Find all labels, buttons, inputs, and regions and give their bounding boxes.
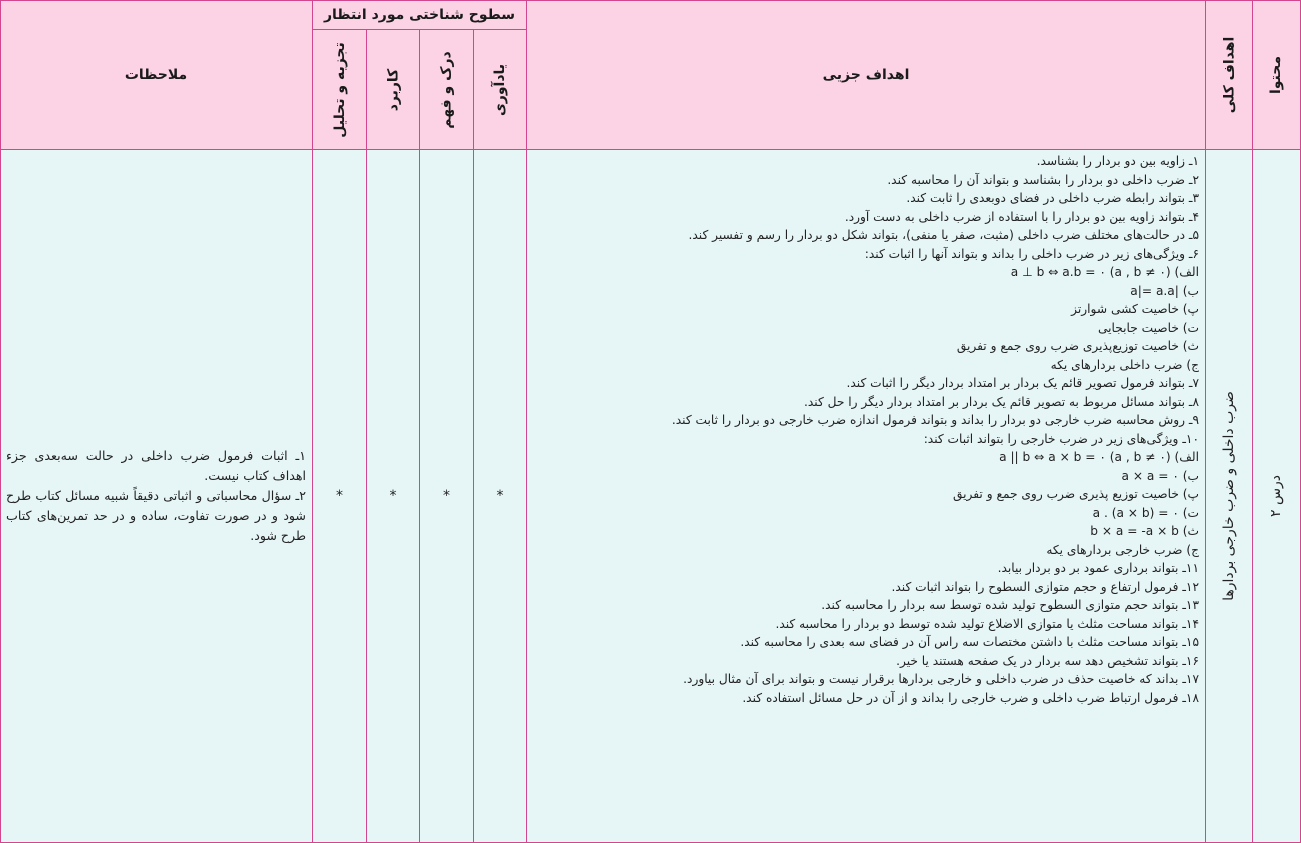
objective-item: ۱۰ـ ویژگی‌های زیر در ضرب خارجی را بتواند اثبات کند: bbox=[923, 431, 1199, 446]
objective-item: ج) ضرب داخلی بردارهای یکه bbox=[1050, 357, 1199, 372]
objective-item: ۲ـ ضرب داخلی دو بردار را بشناسد و بتواند آن را محاسبه کند. bbox=[887, 172, 1199, 187]
row-content-label: درس ۲ bbox=[1268, 474, 1285, 518]
header-level-analysis bbox=[313, 30, 367, 150]
mark-analysis: * bbox=[336, 488, 343, 504]
objective-item: ۷ـ بتواند فرمول تصویر قائم یک بردار بر امتداد بردار دیگر را اثبات کند. bbox=[846, 376, 1199, 390]
objective-item: الف) (a , b ≠ ۰) a ⊥ b ⇔ a.b = ۰ bbox=[1010, 265, 1199, 279]
objective-item: ۳ـ بتواند رابطه ضرب داخلی در فضای دوبعدی را ثابت کند. bbox=[906, 191, 1199, 205]
header-level-understanding-label: درک و فهم bbox=[438, 50, 455, 129]
header-notes-label: ملاحظات bbox=[124, 66, 188, 83]
objective-item: پ) خاصیت کشی شوارتز bbox=[1071, 302, 1199, 316]
objective-item: ۴ـ بتواند زاویه بین دو بردار را با استفاده از ضرب داخلی به دست آورد. bbox=[844, 209, 1199, 224]
objective-item: ۱ـ زاویه بین دو بردار را بشناسد. bbox=[1036, 154, 1199, 168]
row-specific-goals bbox=[527, 150, 1206, 843]
objective-item: الف) (a , b ≠ ۰) a || b ⇔ a × b = ۰ bbox=[999, 450, 1199, 464]
mark-understanding: * bbox=[443, 488, 450, 504]
objective-item: ۸ـ بتواند مسائل مربوط به تصویر قائم یک بردار بر امتداد بردار دیگر را حل کند. bbox=[804, 394, 1199, 409]
mark-application: * bbox=[389, 488, 397, 504]
header-cognitive-levels-label: سطوح شناختی مورد انتظار bbox=[323, 6, 516, 23]
header-notes bbox=[0, 0, 313, 150]
objective-item: ج) ضرب خارجی بردارهای یکه bbox=[1046, 542, 1199, 557]
row-mark-application bbox=[367, 150, 420, 843]
header-content-label: محتوا bbox=[1268, 55, 1285, 94]
mark-recall: * bbox=[496, 488, 504, 504]
objective-item: ۱۷ـ بداند که خاصیت حذف در ضرب داخلی و خارجی بردارها برقرار نیست و بتواند برای آن مثال بیاورد. bbox=[683, 672, 1199, 686]
header-level-recall-label: یادآوری bbox=[492, 63, 508, 116]
objective-item: ث) خاصیت توزیع‌پذیری ضرب روی جمع و تفریق bbox=[956, 339, 1199, 353]
objective-item: ث) b × a = -a × b bbox=[1090, 524, 1199, 538]
objective-item: ت) خاصیت جابجایی bbox=[1098, 320, 1199, 335]
note-item: ۲ـ سؤال محاسباتی و اثباتی دقیقاً شبیه مسائل کتاب طرح شود و در صورت تفاوت، ساده و در حد تمرین‌های کتاب طرح شود. bbox=[6, 488, 306, 543]
row-mark-understanding bbox=[420, 150, 474, 843]
objective-item: پ) خاصیت توزیع پذیری ضرب روی جمع و تفریق bbox=[952, 487, 1199, 501]
objective-item: ۹ـ روش محاسبه ضرب خارجی دو بردار را بداند و بتواند فرمول اندازه ضرب خارجی دو بردار را ثابت کند. bbox=[671, 413, 1199, 427]
objective-item: ۱۲ـ فرمول ارتفاع و حجم متوازی السطوح را بتواند اثبات کند. bbox=[891, 579, 1199, 594]
objective-item: ۱۱ـ بتواند برداری عمود بر دو بردار بیابد. bbox=[997, 561, 1199, 575]
row-general-goal bbox=[1206, 150, 1253, 843]
header-level-recall bbox=[474, 30, 527, 150]
notes-list bbox=[0, 446, 312, 546]
objective-item: ب) |a|= a.a bbox=[1130, 283, 1199, 298]
header-content bbox=[1253, 0, 1301, 150]
objective-item: ۵ـ در حالت‌های مختلف ضرب داخلی (مثبت، صفر یا منفی)، بتواند شکل دو بردار را رسم و تفسیر کند. bbox=[688, 228, 1199, 242]
objective-item: ۶ـ ویژگی‌های زیر در ضرب داخلی را بداند و بتواند آنها را اثبات کند: bbox=[864, 246, 1199, 261]
header-cognitive-levels bbox=[313, 0, 527, 30]
objective-item: ۱۸ـ فرمول ارتباط ضرب داخلی و ضرب خارجی را بداند و از آن در حل مسائل استفاده کند. bbox=[742, 690, 1199, 705]
objectives-list bbox=[533, 152, 1199, 707]
objective-item: ۱۴ـ بتواند مساحت مثلث یا متوازی الاضلاع تولید شده توسط دو بردار را محاسبه کند. bbox=[775, 616, 1199, 631]
objective-item: ب) a × a = ۰ bbox=[1121, 468, 1199, 483]
row-mark-analysis bbox=[313, 150, 367, 843]
header-general-goals-label: اهداف کلی bbox=[1221, 36, 1237, 113]
row-content bbox=[1253, 150, 1301, 843]
note-item: ۱ـ اثبات فرمول ضرب داخلی در حالت سه‌بعدی جزء اهداف کتاب نیست. bbox=[6, 448, 306, 483]
row-notes bbox=[0, 150, 313, 843]
objective-item: ۱۵ـ بتواند مساحت مثلث با داشتن مختصات سه راس آن در فضای سه بعدی را محاسبه کند. bbox=[740, 635, 1199, 649]
row-mark-recall bbox=[474, 150, 527, 843]
header-level-application bbox=[367, 30, 420, 150]
objective-item: ۱۶ـ بتواند تشخیص دهد سه بردار در یک صفحه هستند یا خیر. bbox=[896, 653, 1199, 668]
header-level-understanding bbox=[420, 30, 474, 150]
objective-item: ت) a . (a × b) = ۰ bbox=[1092, 505, 1199, 520]
objective-item: ۱۳ـ بتواند حجم متوازی السطوح تولید شده توسط سه بردار را محاسبه کند. bbox=[821, 598, 1199, 612]
row-general-goal-label: ضرب داخلی و ضرب خارجی بردارها bbox=[1221, 391, 1237, 601]
header-level-application-label: کاربرد bbox=[384, 68, 401, 111]
header-specific-goals bbox=[527, 0, 1206, 150]
header-level-analysis-label: تجزیه و تحلیل bbox=[331, 41, 348, 138]
header-specific-goals-label: اهداف جزیی bbox=[822, 66, 910, 83]
header-general-goals bbox=[1206, 0, 1253, 150]
